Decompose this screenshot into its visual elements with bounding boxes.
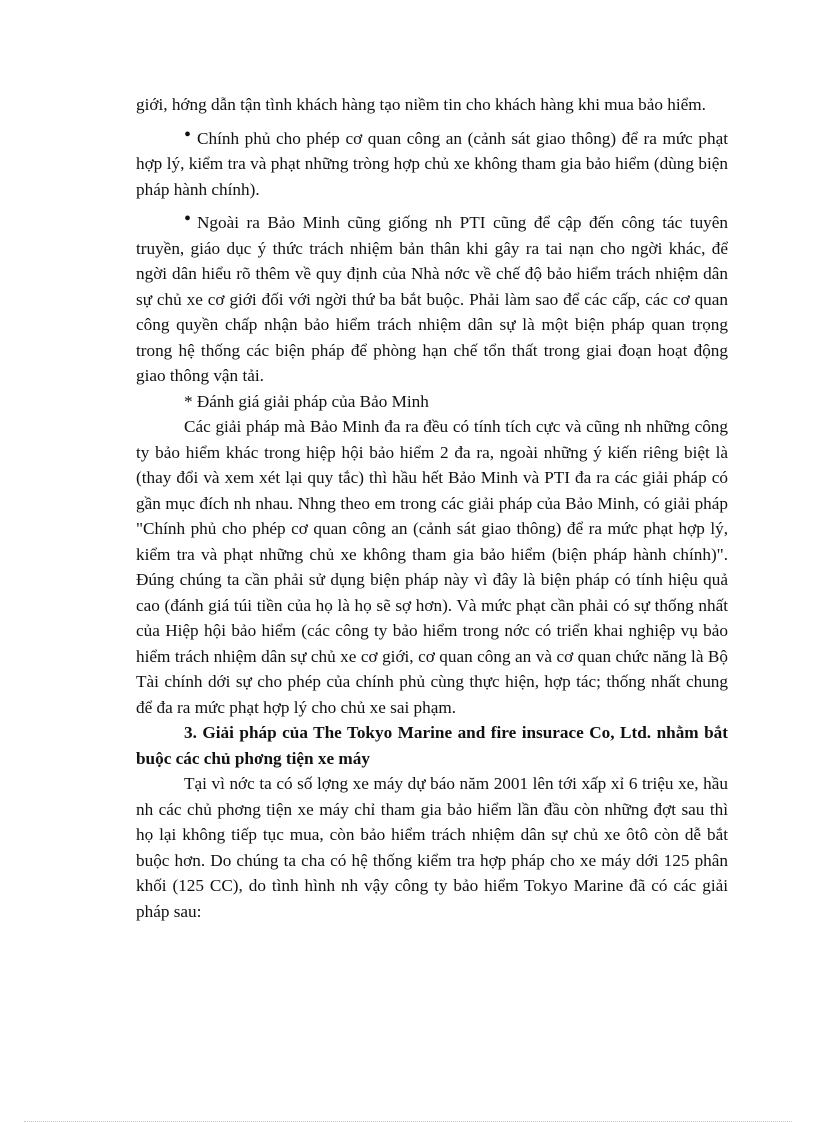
paragraph-evaluation: Các giải pháp mà Bảo Minh đa ra đều có tính tích cực và cũng nh những công ty bảo hiểm khác trong hiệp hội bảo hiểm 2 đa ra, ngoài những ý kiến riêng biệt là (thay đổi và xem xét lại quy tắc) thì hầu hết Bảo Minh và PTI đa ra các giải pháp có gần mục đích nh nhau. Nhng theo em trong các giải pháp của Bảo Minh, có giải pháp "Chính phủ cho phép cơ quan công an (cảnh sát giao thông) để ra mức phạt hợp lý, kiểm tra và phạt những chủ xe không tham gia bảo hiểm (biện pháp hành chính)". Đúng chúng ta cần phải sử dụng biện pháp này vì đây là biện pháp có tính hiệu quả cao (đánh giá túi tiền của họ là họ sẽ sợ hơn). Và mức phạt cần phải có sự thống nhất của Hiệp hội bảo hiểm (các công ty bảo hiểm trong nớc có triển khai nghiệp vụ bảo hiểm trách nhiệm dân sự chủ xe cơ giới, cơ quan công an và cơ quan chức năng là Bộ Tài chính dới sự cho phép của chính phủ cùng thực hiện, hợp tác; thống nhất chung để đa ra mức phạt hợp lý cho chủ xe sai phạm. [136, 417, 728, 717]
body-text [136, 92, 728, 924]
section-subheading: * Đánh giá giải pháp của Bảo Minh [184, 391, 429, 411]
bullet-paragraph-government: • Chính phủ cho phép cơ quan công an (cảnh sát giao thông) để ra mức phạt hợp lý, kiểm tra và phạt những tròng hợp chủ xe không tham gia bảo hiểm (dùng biện pháp hành chính). [136, 126, 728, 203]
page-bottom-divider [24, 1121, 792, 1122]
bullet-paragraph-propaganda: • Ngoài ra Bảo Minh cũng giống nh PTI cũng để cập đến công tác tuyên truyền, giáo dục ý thức trách nhiệm bản thân khi gây ra tai nạn cho ngời khác, để ngời dân hiểu rõ thêm về quy định của Nhà nớc về chế độ bảo hiểm trách nhiệm dân sự chủ xe cơ giới đối với ngời thứ ba bắt buộc. Phải làm sao để các cấp, các cơ quan công quyền chấp nhận bảo hiểm trách nhiệm dân sự là một biện pháp quan trọng trong hệ thống các biện pháp để phòng hạn chế tổn thất trong giai đoạn hoạt động giao thông vận tải. [136, 210, 728, 389]
section-heading: 3. Giải pháp của The Tokyo Marine and fire insurace Co, Ltd. nhằm bắt buộc các chủ phơng tiện xe máy [136, 723, 728, 768]
paragraph-tokyo-marine: Tại vì nớc ta có số lợng xe máy dự báo năm 2001 lên tới xấp xỉ 6 triệu xe, hầu nh các chủ phơng tiện xe máy chỉ tham gia bảo hiểm lần đầu còn những đợt sau thì họ lại không tiếp tục mua, còn bảo hiểm trách nhiệm dân sự chủ xe ôtô còn dễ bắt buộc hơn. Do chúng ta cha có hệ thống kiểm tra hợp pháp cho xe máy dới 125 phân khối (125 CC), do tình hình nh vậy công ty bảo hiểm Tokyo Marine đã có các giải pháp sau: [136, 774, 728, 921]
paragraph-continuation: giới, hớng dẫn tận tình khách hàng tạo niềm tin cho khách hàng khi mua bảo hiểm. [136, 95, 706, 114]
